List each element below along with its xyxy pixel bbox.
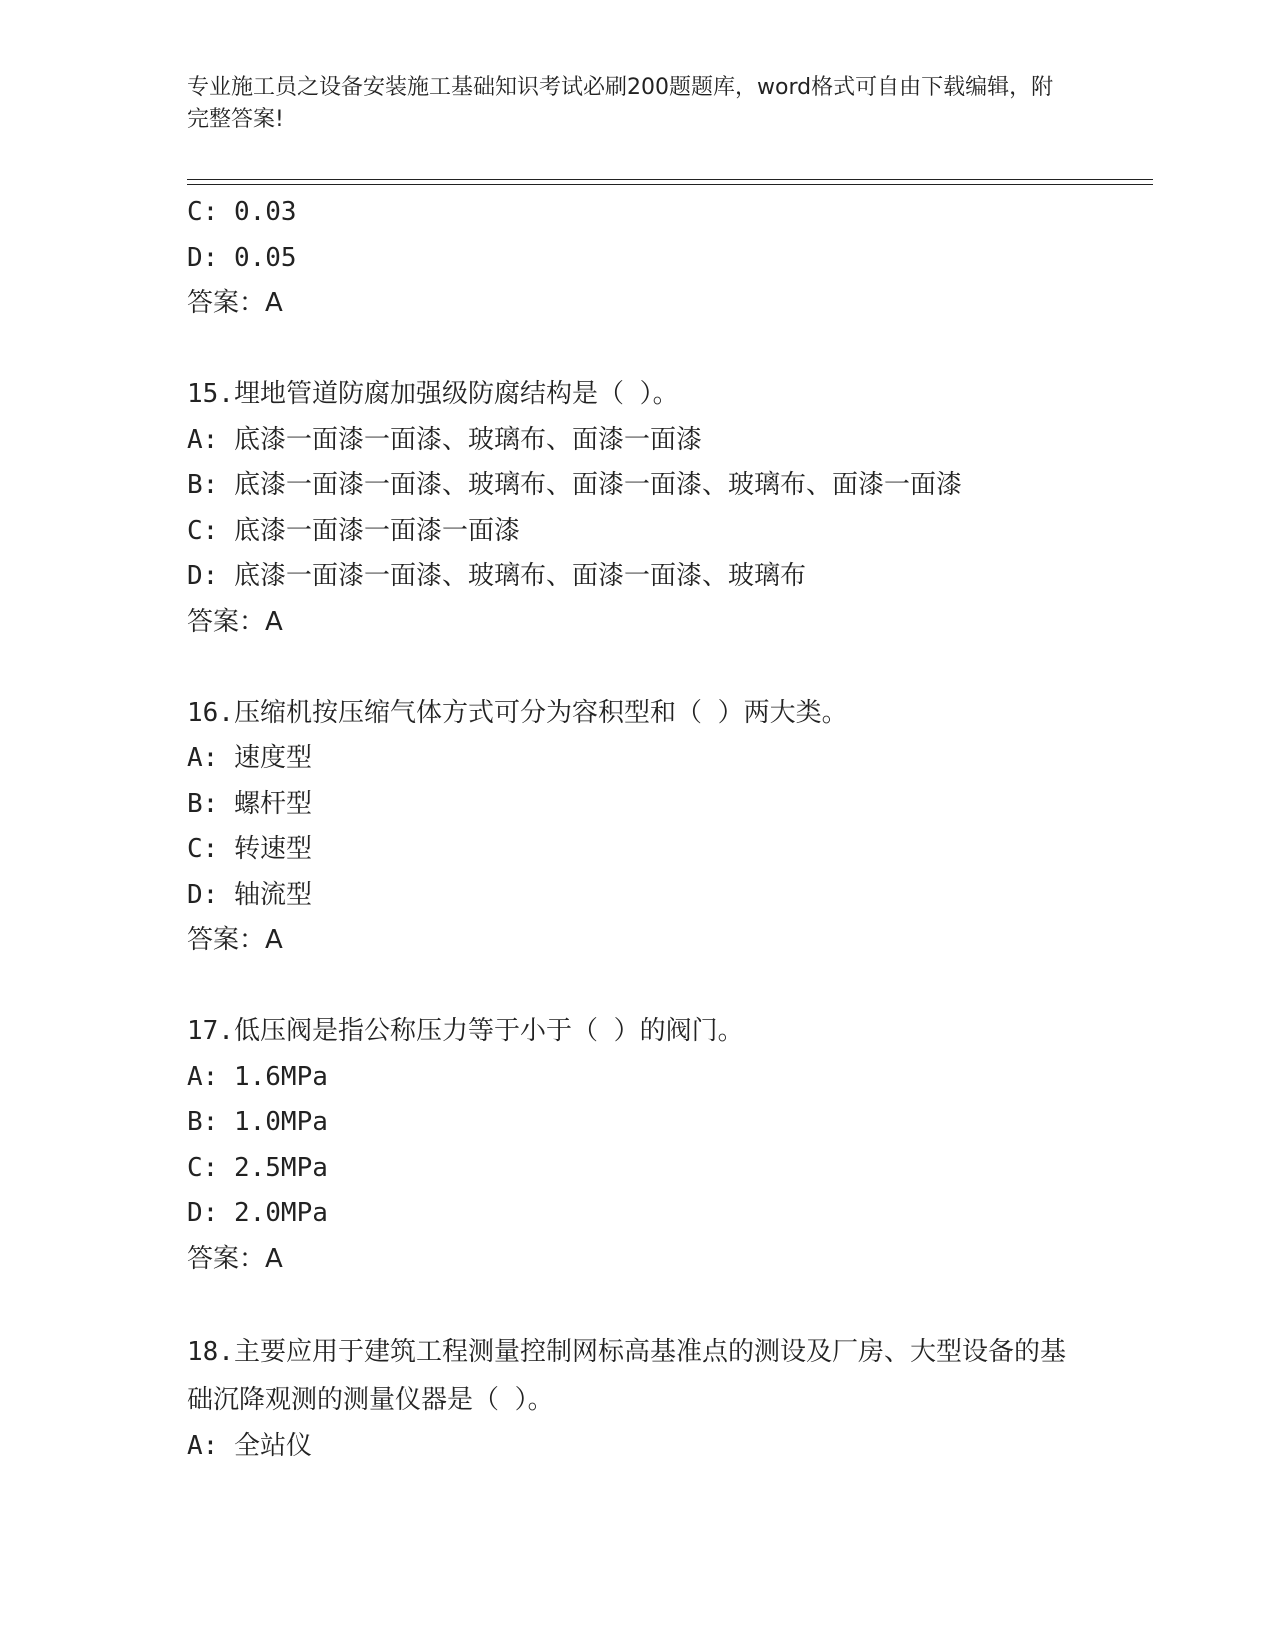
- question-text: 17.低压阀是指公称压力等于小于（ ）的阀门。: [187, 1016, 744, 1046]
- question-block-17: [187, 1009, 1087, 1282]
- option-a: A: 全站仪: [187, 1430, 312, 1461]
- option-d: D: 0.05: [187, 242, 297, 273]
- option-d: D: 2.0MPa: [187, 1198, 328, 1228]
- spacer: [187, 645, 1087, 691]
- question-block-14: [187, 190, 1087, 327]
- option-a: A: 底漆一面漆一面漆、玻璃布、面漆一面漆: [187, 424, 702, 455]
- spacer: [187, 327, 1087, 373]
- answer-line: 答案：A: [187, 606, 283, 637]
- option-a: A: 1.6MPa: [187, 1061, 328, 1092]
- question-block-16: [187, 691, 1087, 964]
- option-c: C: 转速型: [187, 834, 312, 864]
- header-rule-bottom: [187, 184, 1153, 185]
- question-block-15: [187, 372, 1087, 645]
- answer-line: 答案：A: [187, 288, 283, 318]
- document-header: [187, 72, 1067, 136]
- header-title: 专业施工员之设备安装施工基础知识考试必刷200题题库，word格式可自由下载编辑，附完整答案!: [187, 75, 1054, 132]
- option-c: C: 2.5MPa: [187, 1152, 328, 1183]
- spacer: [187, 1282, 1087, 1328]
- spacer: [187, 964, 1087, 1010]
- question-text: 18.主要应用于建筑工程测量控制网标高基准点的测设及厂房、大型设备的基础沉降观测的测量仪器是（ ）。: [187, 1336, 1066, 1415]
- answer-line: 答案：A: [187, 925, 283, 955]
- header-rule-top: [187, 179, 1153, 180]
- option-b: B: 底漆一面漆一面漆、玻璃布、面漆一面漆、玻璃布、面漆一面漆: [187, 470, 962, 500]
- option-c: C: 底漆一面漆一面漆一面漆: [187, 515, 520, 546]
- answer-line: 答案：A: [187, 1243, 283, 1274]
- question-list: [187, 190, 1087, 1469]
- question-text: 15.埋地管道防腐加强级防腐结构是（ ）。: [187, 379, 679, 409]
- option-b: B: 螺杆型: [187, 788, 312, 819]
- option-c: C: 0.03: [187, 197, 297, 227]
- option-a: A: 速度型: [187, 743, 312, 773]
- question-block-18: [187, 1328, 1087, 1470]
- option-b: B: 1.0MPa: [187, 1107, 328, 1137]
- option-d: D: 轴流型: [187, 879, 312, 910]
- question-text: 16.压缩机按压缩气体方式可分为容积型和（ ）两大类。: [187, 697, 848, 728]
- option-d: D: 底漆一面漆一面漆、玻璃布、面漆一面漆、玻璃布: [187, 561, 806, 591]
